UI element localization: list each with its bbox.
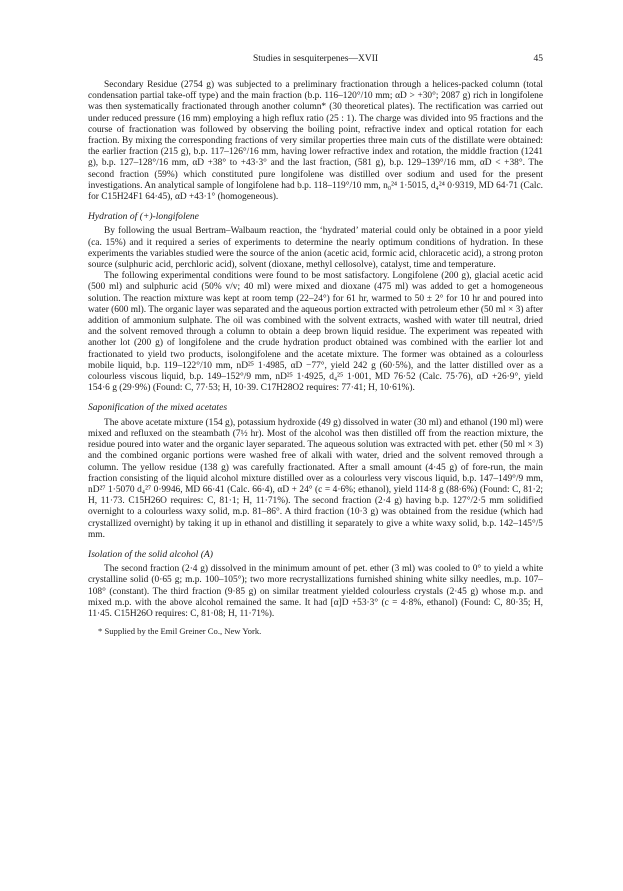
page-number: 45 xyxy=(533,54,543,64)
article-body xyxy=(88,80,543,637)
paragraph-hydration-intro: By following the usual Bertram–Walbaum reaction, the ‘hydrated’ material could only be obtained in a poor yield (ca. 15%) and it required a series of experiments to determine the nearly optimum conditions of hydration. In these experiments the variables studied were the source of the anion (acetic acid, formic acid, chloracetic acid), a strong proton source (sulphuric acid, perchloric acid), solvent (dioxane, methyl cellosolve), catalyst, time and temperature. xyxy=(88,226,543,271)
running-header xyxy=(88,54,543,68)
section-heading-saponification: Saponification of the mixed acetates xyxy=(88,402,228,414)
paragraph-hydration-procedure: The following experimental conditions were found to be most satisfactory. Longifolene (200 g), glacial acetic acid (500 ml) and sulphuric acid (50% v/v; 40 ml) were mixed and dioxane (475 ml) was added to get a homogeneous solution. The reaction mixture was kept at room temp (22–24°) for 61 hr, warmed to 50 ± 2° for 10 hr and poured into water (600 ml). The organic layer was separated and the aqueous portion extracted with petroleum ether (50 ml × 3) after addition of ammonium sulphate. The oil was combined with the solvent extracts, washed with water till neutral, dried and the solvent removed through a column to obtain a deep brown liquid residue. The experiment was repeated with another lot (200 g) of longifolene and the crude hydration product obtained was combined with the earlier lot and fractionated to yield two products, isolongifolene and the acetate mixture. The former was obtained as a colourless mobile liquid, b.p. 119–122°/10 mm, nD²⁵ 1·4985, αD −77°, yield 242 g (60·5%), and the latter distilled over as a colourless viscous liquid, b.p. 149–152°/9 mm, nD²⁵ 1·4925, d₄²⁵ 1·001, MD 76·52 (Calc. 75·76), αD +26·9°, yield 154·6 g (29·9%) (Found: C, 77·53; H, 10·39. C17H28O2 requires: 77·41; H, 10·61%). xyxy=(88,271,543,394)
paragraph-isolation: The second fraction (2·4 g) dissolved in the minimum amount of pet. ether (3 ml) was cooled to 0° to yield a white crystalline solid (0·65 g; m.p. 100–105°); two more recrystallizations furnished shining white silky needles, m.p. 107–108° (constant). The third fraction (9·85 g) on similar treatment yielded colourless crystals (2·45 g) whose m.p. and mixed m.p. with the above alcohol remained the same. It had [α]D +53·3° (c = 4·8%, ethanol) (Found: C, 80·35; H, 11·45. C15H26O requires: C, 81·08; H, 11·71%). xyxy=(88,564,543,619)
footnote: * Supplied by the Emil Greiner Co., New York. xyxy=(98,626,262,637)
section-heading-hydration: Hydration of (+)-longifolene xyxy=(88,211,199,223)
paragraph-saponification: The above acetate mixture (154 g), potassium hydroxide (49 g) dissolved in water (30 ml) and ethanol (190 ml) were mixed and refluxed on the steambath (7½ hr). Most of the alcohol was then distilled off from the reaction mixture, the residue poured into water and the organic layer separated. The aqueous solution was extracted with pet. ether (50 ml × 3) and the combined organic portions were washed free of alkali with water, dried and the solvent removed through a column. The yellow residue (138 g) was carefully fractionated. After a small amount (4·45 g) of fore-run, the main fraction consisting of the liquid alcohol mixture distilled over as a colourless very viscous liquid, b.p. 147–149°/9 mm, nD²⁷ 1·5070 d₄²⁷ 0·9946, MD 66·41 (Calc. 66·4), αD + 24° (c = 4·6%; ethanol), yield 114·8 g (88·6%) (Found: C, 81·2; H, 11·73. C15H26O requires: C, 81·1; H, 11·71%). The second fraction (2·4 g) having b.p. 127°/2·5 mm solidified overnight to a colourless waxy solid, m.p. 81–86°. A third fraction (10·3 g) was obtained from the residue (which had crystallized overnight) by taking it up in ethanol and distilling it separately to give a white waxy solid, b.p. 142–145°/5 mm. xyxy=(88,417,543,540)
paragraph-secondary-residue: Secondary Residue (2754 g) was subjected to a preliminary fractionation through a helices-packed column (total condensation partial take-off type) and the main fraction (b.p. 116–120°/10 mm; αD > +30°; 2087 g) rich in longifolene was then systematically fractionated through another column* (30 theoretical plates). The rectification was carried out under reduced pressure (16 mm) employing a high reflux ratio (25 : 1). The charge was divided into 95 fractions and the course of fractionation was followed by observing the boiling point, refractive index and optical rotation for each fraction. By mixing the corresponding fractions of very similar properties three main cuts of the distillate were obtained: the earlier fraction (215 g), b.p. 117–126°/16 mm, having lower refractive index and rotation, the middle fraction (1241 g), b.p. 127–128°/16 mm, αD +38° to +43·3° and the last fraction, (581 g), b.p. 129–139°/16 mm, αD < +38°. The second fraction (59%) which constituted pure longifolene was distilled over sodium and used for the present investigations. An analytical sample of longifolene had b.p. 118–119°/10 mm, n₀²⁴ 1·5015, d₄²⁴ 0·9319, MD 64·71 (Calc. for C15H24F1 64·45), αD +43·1° (homogeneous). xyxy=(88,80,543,203)
running-title: Studies in sesquiterpenes—XVII xyxy=(252,54,379,64)
section-heading-isolation: Isolation of the solid alcohol (A) xyxy=(88,548,213,560)
